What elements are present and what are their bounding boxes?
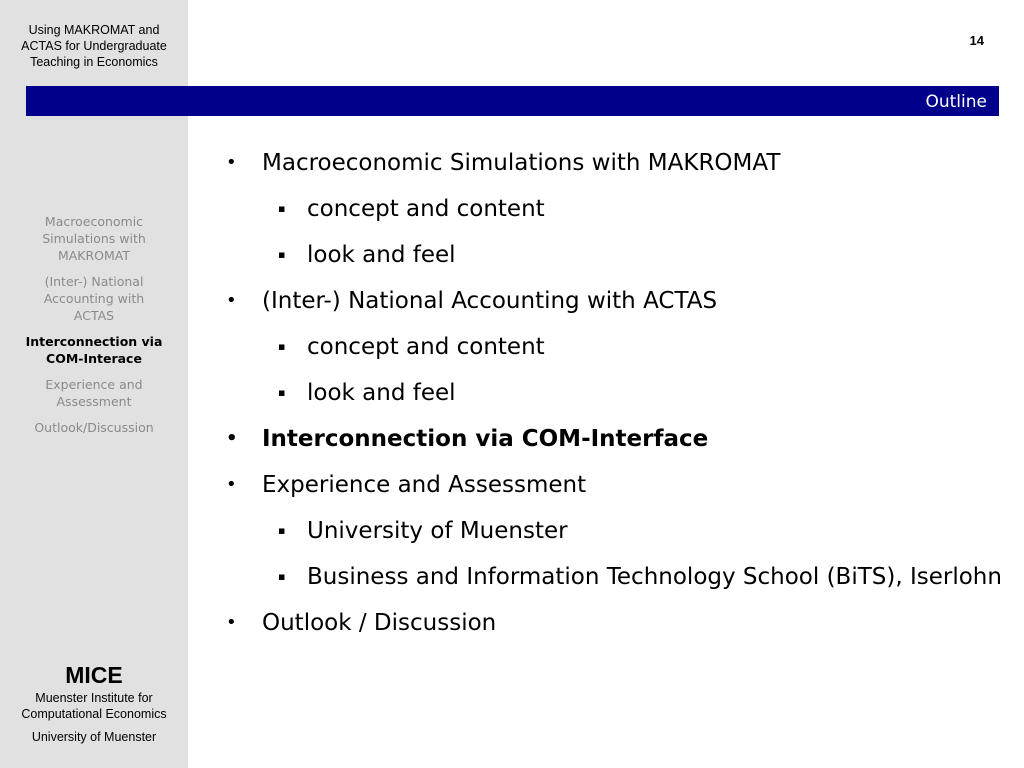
list-item-text: look and feel	[307, 242, 456, 268]
square-bullet-icon: ▪	[278, 386, 286, 399]
nav-item-line: COM-Interace	[46, 351, 142, 366]
sidebar-footer	[0, 660, 188, 745]
list-item-text: concept and content	[307, 196, 545, 222]
list-item	[226, 378, 1006, 408]
list-item	[226, 562, 1006, 592]
nav-item-line: Outlook/Discussion	[34, 420, 154, 435]
list-item-text: concept and content	[307, 334, 545, 360]
presentation-title-line: ACTAS for Undergraduate	[21, 39, 167, 53]
list-item	[226, 240, 1006, 270]
list-item	[226, 516, 1006, 546]
nav-item-line: Experience and	[45, 377, 143, 392]
nav-item-line: ACTAS	[73, 308, 115, 323]
square-bullet-icon: ▪	[278, 570, 286, 583]
nav-item-line: Interconnection via	[25, 334, 163, 349]
title-banner	[26, 86, 999, 116]
institute-name-line: Muenster Institute for	[35, 691, 153, 705]
nav-item-outlook[interactable]	[16, 419, 172, 436]
nav-item-line: (Inter-) National	[44, 274, 144, 289]
nav-item-experience[interactable]	[16, 376, 172, 410]
nav-item-interconnection[interactable]	[16, 333, 172, 367]
bullet-icon: •	[226, 152, 237, 173]
bullet-icon: •	[226, 428, 238, 449]
square-bullet-icon: ▪	[278, 524, 286, 537]
list-item	[226, 608, 1006, 638]
nav-item-line: Assessment	[56, 394, 132, 409]
square-bullet-icon: ▪	[278, 340, 286, 353]
list-item-text: University of Muenster	[307, 518, 568, 544]
list-item-current	[226, 424, 1006, 454]
list-item	[226, 470, 1006, 500]
bullet-icon: •	[226, 612, 237, 633]
square-bullet-icon: ▪	[278, 202, 286, 215]
nav-item-line: Macroeconomic	[44, 214, 144, 229]
nav-item-line: Simulations with	[42, 231, 146, 246]
institute-name-line: Computational Economics	[21, 707, 167, 721]
page-number: 14	[969, 33, 984, 48]
nav-item-line: MAKROMAT	[57, 248, 131, 263]
presentation-title	[0, 22, 188, 70]
nav-item-makromat[interactable]	[16, 213, 172, 264]
slide-title: Outline	[925, 92, 987, 112]
list-item-text: Interconnection via COM-Interface	[262, 426, 709, 452]
list-item	[226, 286, 1006, 316]
list-item-text: Outlook / Discussion	[262, 610, 497, 636]
nav-item-line: Accounting with	[43, 291, 145, 306]
list-item-text: look and feel	[307, 380, 456, 406]
list-item-text: (Inter-) National Accounting with ACTAS	[262, 288, 718, 314]
bullet-icon: •	[226, 290, 237, 311]
list-item-text: Business and Information Technology School (BiTS), Iserlohn	[307, 564, 1002, 590]
outline-list	[226, 148, 1006, 654]
square-bullet-icon: ▪	[278, 248, 286, 261]
presentation-title-line: Teaching in Economics	[30, 55, 158, 69]
list-item-text: Macroeconomic Simulations with MAKROMAT	[262, 150, 781, 176]
bullet-icon: •	[226, 474, 237, 495]
list-item	[226, 194, 1006, 224]
university-name: University of Muenster	[31, 730, 157, 744]
mice-logo: MICE	[65, 662, 123, 688]
list-item-text: Experience and Assessment	[262, 472, 587, 498]
list-item	[226, 332, 1006, 362]
list-item	[226, 148, 1006, 178]
presentation-title-line: Using MAKROMAT and	[28, 23, 160, 37]
institute-name	[0, 690, 188, 722]
nav-item-actas[interactable]	[16, 273, 172, 324]
section-nav	[0, 213, 188, 445]
